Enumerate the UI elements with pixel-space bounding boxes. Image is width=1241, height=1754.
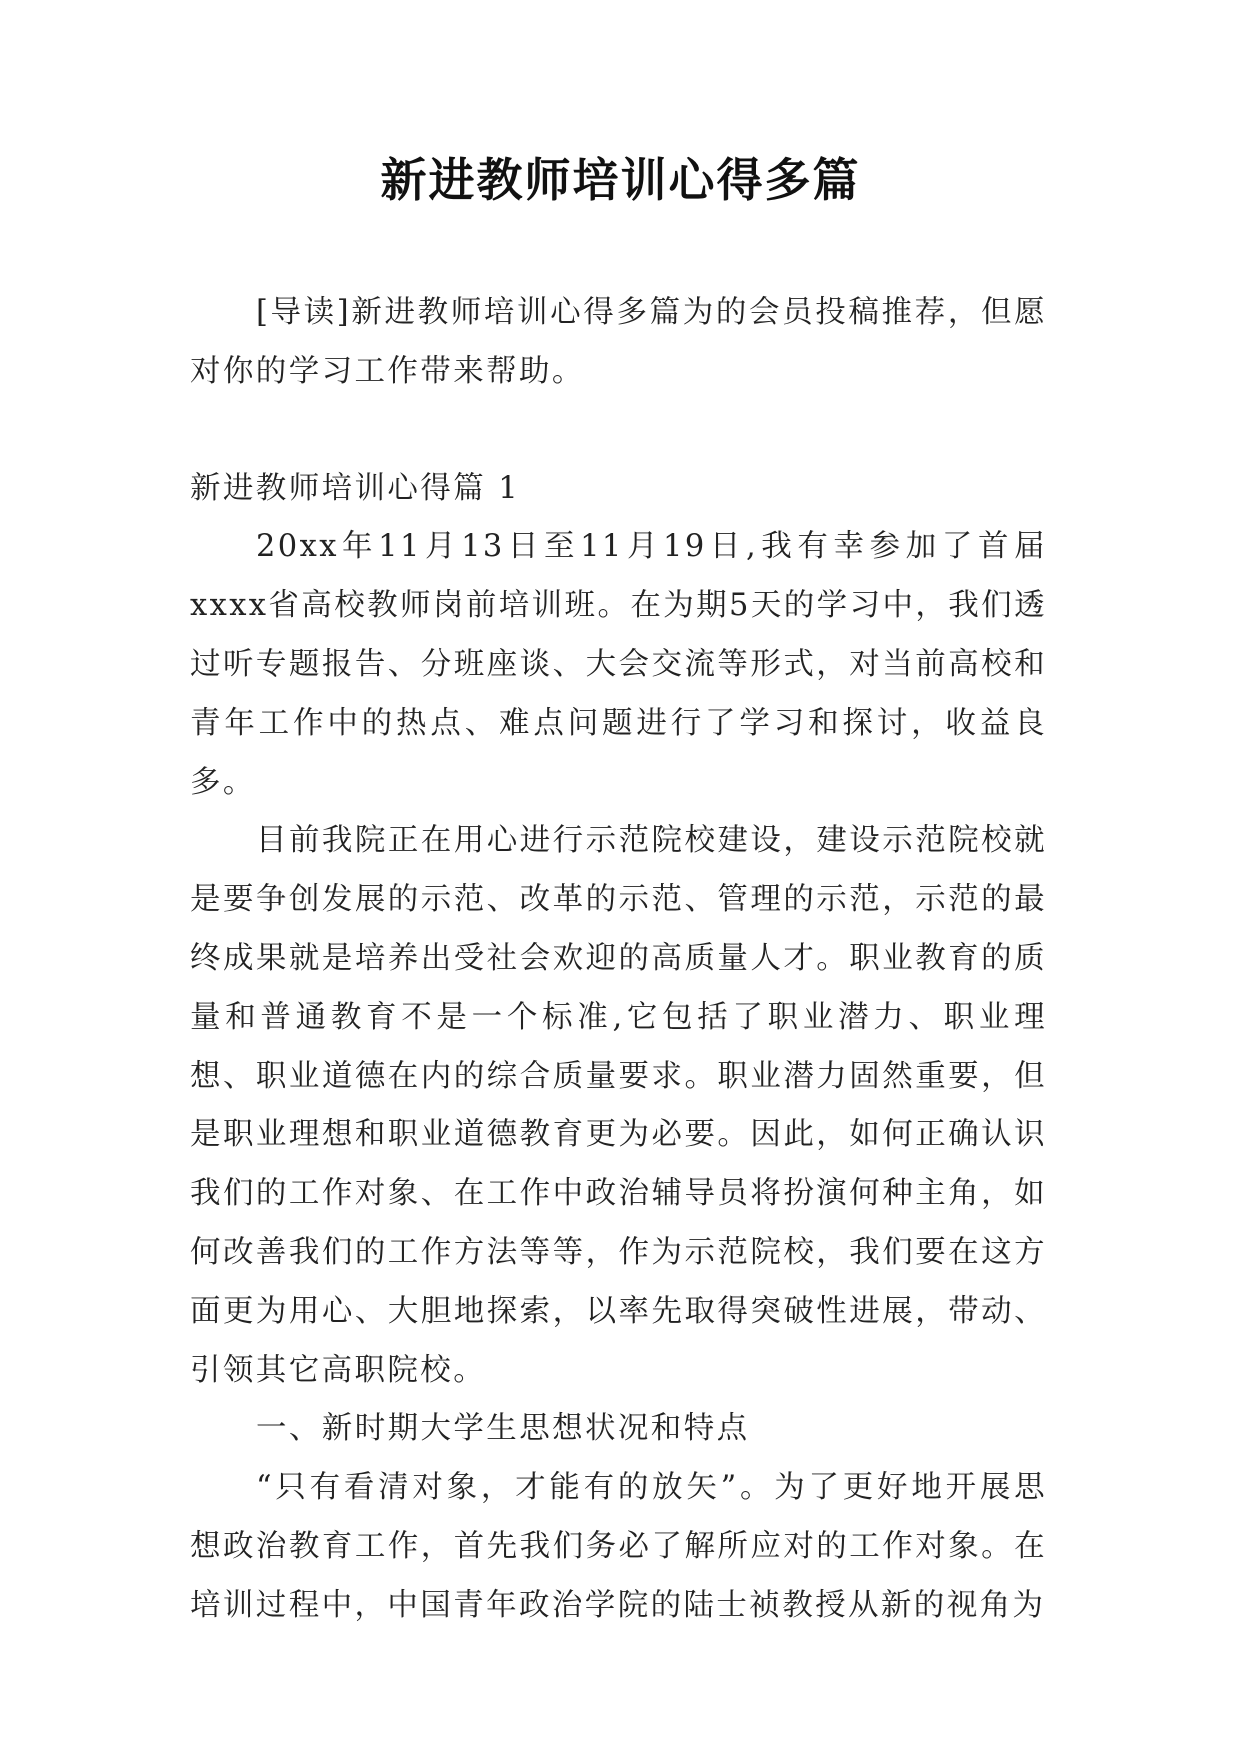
intro-paragraph: [导读]新进教师培训心得多篇为的会员投稿推荐，但愿对你的学习工作带来帮助。 bbox=[190, 295, 1047, 389]
section-heading: 新进教师培训心得篇 1 bbox=[190, 470, 520, 506]
document-title: 新进教师培训心得多篇 bbox=[380, 153, 861, 207]
body-paragraph: 目前我院正在用心进行示范院校建设，建设示范院校就是要争创发展的示范、改革的示范、管理的示范，示范的最终成果就是培养出受社会欢迎的高质量人才。职业教育的质量和普通教育不是一个标准,它包括了职业潜力、职业理想、职业道德在内的综合质量要求。职业潜力固然重要，但是职业理想和职业道德教育更为必要。因此，如何正确认识我们的工作对象、在工作中政治辅导员将扮演何种主角，如何改善我们的工作方法等等，作为示范院校，我们要在这方面更为用心、大胆地探索，以率先取得突破性进展，带动、引领其它高职院校。 bbox=[190, 823, 1047, 1388]
document-body bbox=[190, 284, 1047, 1636]
body-paragraph: “只有看清对象，才能有的放矢”。为了更好地开展思想政治教育工作，首先我们务必了解所应对的工作对象。在培训过程中，中国青年政治学院的陆士祯教授从新的视角为 bbox=[190, 1470, 1047, 1623]
body-paragraph: 20xx年11月13日至11月19日,我有幸参加了首届xxxx省高校教师岗前培训班。在为期5天的学习中，我们透过听专题报告、分班座谈、大会交流等形式，对当前高校和青年工作中的热点、难点问题进行了学习和探讨，收益良多。 bbox=[190, 529, 1047, 800]
subheading-paragraph: 一、新时期大学生思想状况和特点 bbox=[256, 1411, 750, 1447]
